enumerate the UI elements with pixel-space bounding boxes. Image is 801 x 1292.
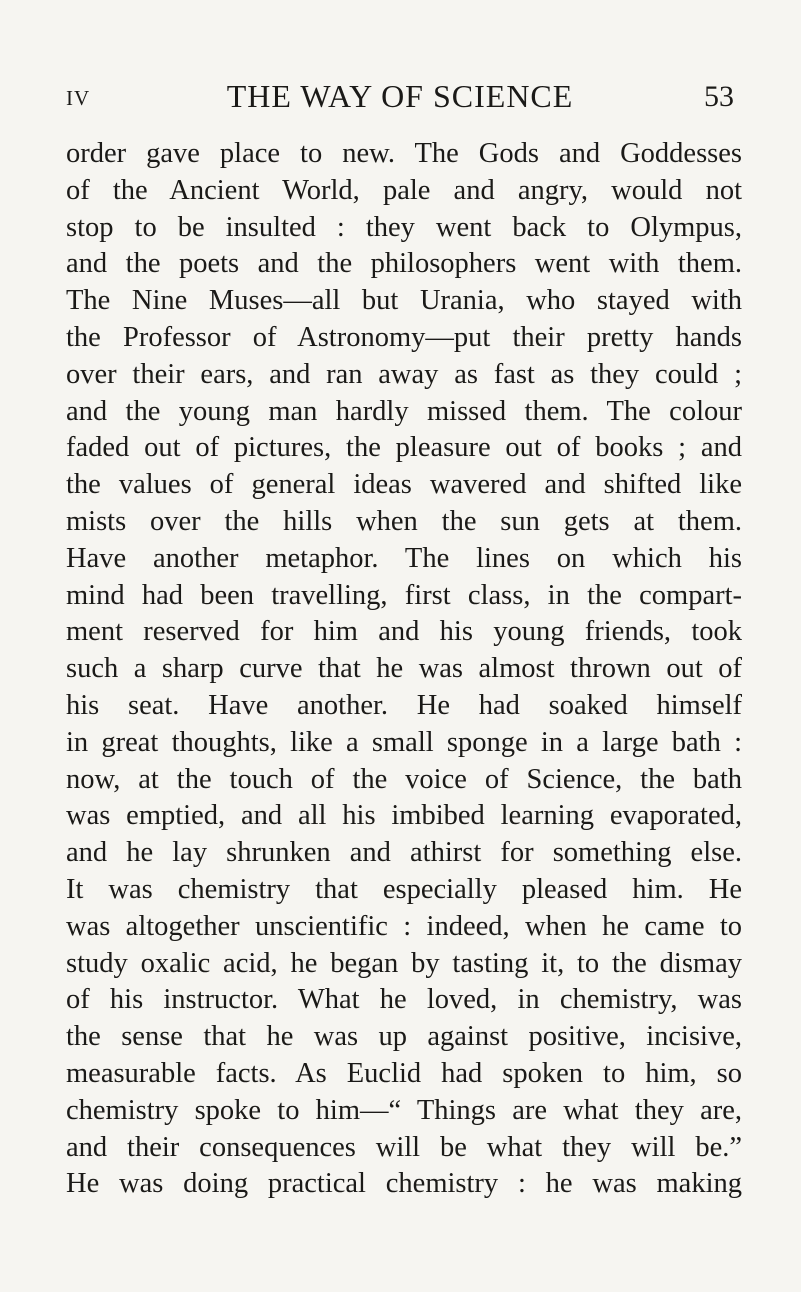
text-line: ment reserved for him and his young friends, took <box>66 616 742 648</box>
text-line: and their consequences will be what they will be.” <box>66 1131 742 1163</box>
text-line: faded out of pictures, the pleasure out of books ; and <box>66 432 742 464</box>
text-line: It was chemistry that especially pleased him. He <box>66 873 742 905</box>
running-title: THE WAY OF SCIENCE <box>226 78 574 114</box>
text-line: the Professor of Astronomy—put their pretty hands <box>66 321 742 353</box>
page-number: 53 <box>704 80 734 113</box>
text-line: in great thoughts, like a small sponge in a large bath : <box>66 726 742 758</box>
text-line: study oxalic acid, he began by tasting it, to the dismay <box>66 947 742 979</box>
text-line: such a sharp curve that he was almost thrown out of <box>66 653 742 685</box>
text-line: over their ears, and ran away as fast as they could ; <box>66 358 742 390</box>
text-line: and the young man hardly missed them. The colour <box>66 395 742 427</box>
text-line: stop to be insulted : they went back to Olympus, <box>66 211 742 243</box>
text-line: mind had been travelling, first class, in the compart- <box>66 579 742 611</box>
text-line: measurable facts. As Euclid had spoken to him, so <box>66 1057 742 1089</box>
text-line: The Nine Muses—all but Urania, who stayed with <box>66 285 742 317</box>
running-head <box>66 78 734 124</box>
text-line: and he lay shrunken and athirst for something else. <box>66 837 742 869</box>
text-line: now, at the touch of the voice of Science, the bath <box>66 763 742 795</box>
chapter-number: IV <box>66 86 91 110</box>
text-line: the sense that he was up against positive, incisive, <box>66 1021 742 1053</box>
body-text <box>66 136 742 1203</box>
text-line: order gave place to new. The Gods and Goddesses <box>66 138 742 169</box>
text-line: his seat. Have another. He had soaked himself <box>66 689 742 721</box>
text-line: of his instructor. What he loved, in chemistry, was <box>66 984 742 1016</box>
text-line: He was doing practical chemistry : he was making <box>66 1168 742 1200</box>
text-line: chemistry spoke to him—“ Things are what they are, <box>66 1094 742 1126</box>
text-line: the values of general ideas wavered and shifted like <box>66 469 742 501</box>
text-line: was emptied, and all his imbibed learning evaporated, <box>66 800 742 832</box>
text-line: Have another metaphor. The lines on which his <box>66 542 742 574</box>
text-line: of the Ancient World, pale and angry, would not <box>66 174 742 206</box>
text-line: and the poets and the philosophers went with them. <box>66 248 742 280</box>
text-line: was altogether unscientific : indeed, when he came to <box>66 910 742 942</box>
text-line: mists over the hills when the sun gets at them. <box>66 505 742 537</box>
